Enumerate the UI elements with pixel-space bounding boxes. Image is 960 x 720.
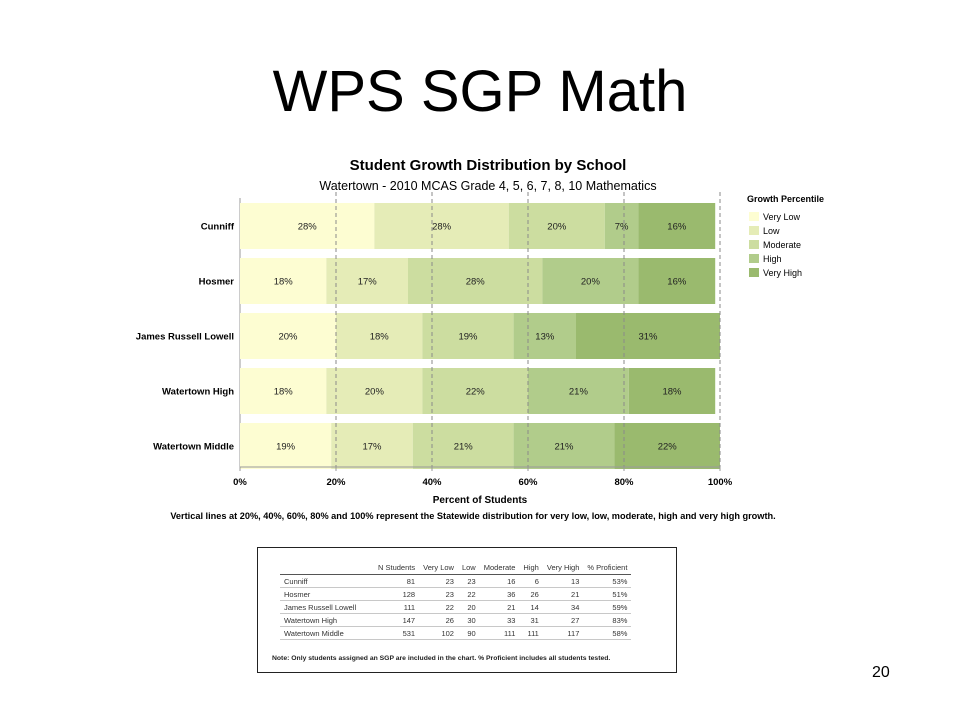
table-cell: 26 bbox=[419, 614, 458, 627]
legend-entry: Very Low bbox=[763, 212, 801, 222]
table-cell: 20 bbox=[458, 601, 480, 614]
table-cell: 14 bbox=[519, 601, 542, 614]
data-label: 22% bbox=[465, 386, 485, 398]
table-cell: 36 bbox=[480, 588, 520, 601]
table-header-cell: N Students bbox=[374, 562, 419, 575]
table-cell: 23 bbox=[419, 575, 458, 588]
legend-swatch bbox=[749, 254, 759, 263]
table-cell: 128 bbox=[374, 588, 419, 601]
table-cell: 81 bbox=[374, 575, 419, 588]
chart-footnote: Vertical lines at 20%, 40%, 60%, 80% and 100% represent the Statewide distribution for very low, low, moderate, high and very high growth. bbox=[170, 511, 776, 521]
table-cell: 59% bbox=[583, 601, 631, 614]
legend-swatch bbox=[749, 212, 759, 221]
table-row bbox=[280, 588, 631, 601]
table-cell: 23 bbox=[458, 575, 480, 588]
x-tick-label: 60% bbox=[518, 477, 538, 488]
data-label: 17% bbox=[357, 276, 377, 288]
table-cell: 30 bbox=[458, 614, 480, 627]
table-cell: 111 bbox=[374, 601, 419, 614]
data-label: 16% bbox=[667, 221, 687, 233]
table-cell: 58% bbox=[583, 627, 631, 640]
table-cell: 90 bbox=[458, 627, 480, 640]
legend-entry: Moderate bbox=[763, 240, 802, 250]
table-cell: 111 bbox=[519, 627, 542, 640]
table-cell: 117 bbox=[543, 627, 584, 640]
table-cell: Watertown High bbox=[280, 614, 374, 627]
data-label: 22% bbox=[657, 441, 677, 453]
data-label: 17% bbox=[362, 441, 382, 453]
page-number: 20 bbox=[872, 664, 890, 681]
table-cell: 31 bbox=[519, 614, 542, 627]
table-cell: Hosmer bbox=[280, 588, 374, 601]
slide-title: WPS SGP Math bbox=[272, 59, 688, 124]
x-tick-label: 40% bbox=[422, 477, 442, 488]
table-body bbox=[280, 575, 631, 640]
legend-swatch bbox=[749, 268, 759, 277]
table-cell: 83% bbox=[583, 614, 631, 627]
summary-table bbox=[280, 562, 631, 640]
bars-layer bbox=[240, 203, 720, 469]
data-label: 20% bbox=[364, 386, 384, 398]
table-cell: 22 bbox=[419, 601, 458, 614]
table-cell: 102 bbox=[419, 627, 458, 640]
data-label: 18% bbox=[662, 386, 682, 398]
table-note: Note: Only students assigned an SGP are included in the chart. % Proficient includes all students tested. bbox=[272, 655, 611, 662]
table-header-row bbox=[280, 562, 631, 575]
table-cell: 21 bbox=[543, 588, 584, 601]
summary-table-panel bbox=[257, 547, 677, 673]
data-label: 28% bbox=[465, 276, 485, 288]
category-label: James Russell Lowell bbox=[135, 331, 234, 343]
data-label: 13% bbox=[535, 331, 555, 343]
table-header-cell: High bbox=[519, 562, 542, 575]
legend-entry: High bbox=[763, 254, 782, 264]
legend-entry: Very High bbox=[763, 268, 803, 278]
x-tick-label: 20% bbox=[326, 477, 346, 488]
legend-title: Growth Percentile bbox=[747, 194, 825, 204]
chart-title: Student Growth Distribution by School bbox=[349, 157, 627, 174]
table-cell: 34 bbox=[543, 601, 584, 614]
x-tick-label: 0% bbox=[233, 477, 247, 488]
data-label: 20% bbox=[278, 331, 298, 343]
table-cell: 6 bbox=[519, 575, 542, 588]
data-label: 31% bbox=[638, 331, 658, 343]
data-label: 20% bbox=[547, 221, 567, 233]
table-cell: 23 bbox=[419, 588, 458, 601]
chart-subtitle: Watertown - 2010 MCAS Grade 4, 5, 6, 7, 8, 10 Mathematics bbox=[319, 179, 657, 193]
legend-swatch bbox=[749, 226, 759, 235]
category-label: Watertown Middle bbox=[153, 441, 234, 453]
data-label: 18% bbox=[273, 276, 293, 288]
data-label: 19% bbox=[458, 331, 478, 343]
data-label: 18% bbox=[369, 331, 389, 343]
legend-entry: Low bbox=[763, 226, 780, 236]
table-header-cell: Very Low bbox=[419, 562, 458, 575]
table-cell: 147 bbox=[374, 614, 419, 627]
table-cell: 21 bbox=[480, 601, 520, 614]
table-header-cell: Moderate bbox=[480, 562, 520, 575]
data-label: 21% bbox=[453, 441, 473, 453]
category-labels bbox=[136, 222, 235, 453]
table-cell: 16 bbox=[480, 575, 520, 588]
data-label: 20% bbox=[580, 276, 600, 288]
table-cell: James Russell Lowell bbox=[280, 601, 374, 614]
table-row bbox=[280, 601, 631, 614]
table-cell: 51% bbox=[583, 588, 631, 601]
table-header-cell bbox=[280, 562, 374, 575]
table-header-cell: Low bbox=[458, 562, 480, 575]
category-label: Hosmer bbox=[198, 276, 234, 288]
data-label: 21% bbox=[568, 386, 588, 398]
table-header-cell: % Proficient bbox=[583, 562, 631, 575]
data-label: 7% bbox=[614, 221, 629, 233]
table-cell: 531 bbox=[374, 627, 419, 640]
x-tick-label: 100% bbox=[707, 477, 733, 488]
legend-swatch bbox=[749, 240, 759, 249]
data-label: 19% bbox=[276, 441, 296, 453]
data-label: 28% bbox=[432, 221, 452, 233]
table-cell: 111 bbox=[480, 627, 520, 640]
data-label: 21% bbox=[554, 441, 574, 453]
table-cell: 27 bbox=[543, 614, 584, 627]
data-label: 16% bbox=[667, 276, 687, 288]
category-label: Cunniff bbox=[200, 221, 234, 233]
x-axis-label: Percent of Students bbox=[432, 495, 528, 506]
table-header-cell: Very High bbox=[543, 562, 584, 575]
table-cell: 33 bbox=[480, 614, 520, 627]
x-tick-label: 80% bbox=[614, 477, 634, 488]
x-axis bbox=[233, 467, 733, 488]
table-cell: 13 bbox=[543, 575, 584, 588]
table-row bbox=[280, 575, 631, 588]
table-cell: 53% bbox=[583, 575, 631, 588]
table-cell: Cunniff bbox=[280, 575, 374, 588]
data-label: 18% bbox=[273, 386, 293, 398]
category-label: Watertown High bbox=[162, 386, 234, 398]
table-row bbox=[280, 627, 631, 640]
table-cell: 22 bbox=[458, 588, 480, 601]
table-cell: Watertown Middle bbox=[280, 627, 374, 640]
table-cell: 26 bbox=[519, 588, 542, 601]
data-label: 28% bbox=[297, 221, 317, 233]
legend bbox=[747, 194, 824, 278]
table-row bbox=[280, 614, 631, 627]
